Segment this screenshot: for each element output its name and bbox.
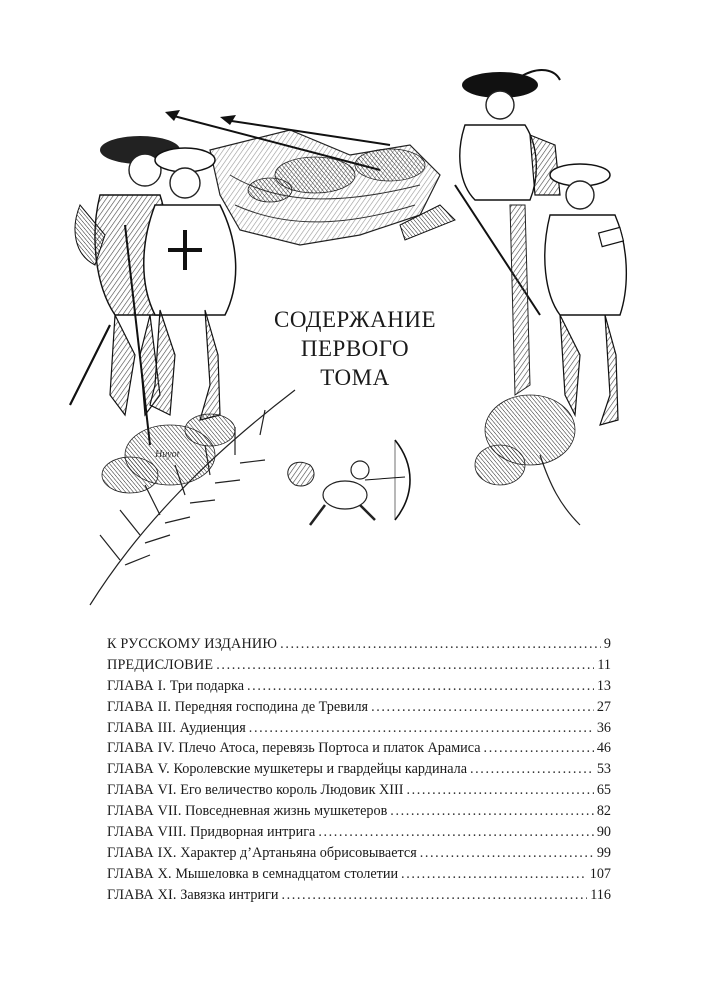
toc-entry-title (107, 803, 387, 820)
foliage-right (475, 395, 580, 525)
toc-entry (107, 761, 611, 782)
toc-chapter-label: К РУССКОМУ ИЗДАНИЮ (107, 636, 278, 652)
heading-line-1: СОДЕРЖАНИЕ (273, 307, 436, 332)
toc-entry (107, 782, 611, 803)
toc-leader-dots (281, 887, 587, 904)
toc-entry (107, 699, 611, 720)
toc-entry-title (107, 699, 368, 716)
toc-chapter-label: ГЛАВА X. (107, 865, 172, 882)
toc-chapter-label: ГЛАВА XI. (107, 886, 177, 903)
toc-entry (107, 657, 611, 678)
toc-chapter-name: Королевские мушкетеры и гвардейцы кардинала (173, 761, 467, 778)
toc-entry (107, 887, 611, 908)
toc-chapter-name: Плечо Атоса, перевязь Портоса и платок Арамиса (178, 740, 481, 757)
toc-entry-title (107, 824, 315, 841)
toc-chapter-name: Передняя господина де Тревиля (174, 698, 369, 715)
toc-page-number: 9 (603, 636, 611, 652)
heading-line-3: ТОМА (320, 365, 390, 390)
toc-leader-dots (318, 824, 593, 841)
toc-chapter-label: ГЛАВА IX. (107, 844, 177, 861)
toc-entry (107, 866, 611, 887)
toc-leader-dots (216, 657, 594, 674)
cupid-figure (288, 440, 410, 525)
toc-page-number: 107 (589, 865, 611, 882)
toc-chapter-name: Характер д’Артаньяна обрисовывается (180, 844, 417, 861)
toc-page-number: 11 (597, 656, 611, 673)
toc-chapter-label: ГЛАВА VIII. (107, 824, 187, 841)
toc-entry (107, 824, 611, 845)
toc-page-number: 90 (596, 824, 611, 841)
toc-chapter-name: Мышеловка в семнадцатом столетии (175, 865, 399, 882)
toc-page-number: 53 (596, 761, 611, 778)
toc-page-number: 65 (596, 782, 611, 799)
toc-page-number: 13 (596, 677, 611, 694)
toc-page-number: 99 (596, 844, 611, 861)
toc-chapter-name: Три подарка (169, 677, 245, 694)
toc-chapter-label: ГЛАВА I. (107, 677, 167, 694)
toc-chapter-label: ГЛАВА III. (107, 719, 177, 736)
toc-entry (107, 720, 611, 741)
toc-entry (107, 803, 611, 824)
toc-leader-dots (420, 845, 594, 862)
toc-entry-title (107, 887, 278, 904)
toc-entry-title (107, 720, 246, 737)
toc-entry (107, 740, 611, 761)
toc-entry-title (107, 740, 481, 757)
toc-entry-title (107, 678, 244, 695)
toc-leader-dots (390, 803, 594, 820)
toc-chapter-label: ГЛАВА VI. (107, 782, 177, 799)
toc-chapter-name: Его величество король Людовик XIII (180, 782, 404, 799)
toc-page-number: 46 (596, 740, 611, 757)
toc-page-number: 36 (596, 719, 611, 736)
toc-chapter-label: ПРЕДИСЛОВИЕ (107, 656, 214, 673)
toc-page-number: 82 (596, 803, 611, 820)
toc-entry (107, 678, 611, 699)
toc-entry (107, 845, 611, 866)
toc-leader-dots (371, 699, 594, 716)
toc-entry-title (107, 845, 417, 862)
table-of-contents (107, 636, 611, 908)
toc-leader-dots (247, 678, 594, 695)
toc-entry-title (107, 657, 213, 674)
toc-chapter-label: ГЛАВА IV. (107, 740, 175, 757)
toc-chapter-name: Повседневная жизнь мушкетеров (185, 803, 388, 820)
toc-chapter-label: ГЛАВА V. (107, 761, 170, 778)
toc-chapter-name: Завязка интриги (180, 886, 279, 903)
left-musketeers (70, 136, 236, 445)
toc-leader-dots (249, 720, 594, 737)
toc-entry-title (107, 636, 277, 653)
toc-chapter-name: Аудиенция (179, 719, 246, 736)
toc-leader-dots (401, 866, 587, 883)
toc-entry-title (107, 782, 403, 799)
toc-entry-title (107, 761, 467, 778)
toc-leader-dots (484, 740, 594, 757)
toc-chapter-name: Придворная интрига (190, 824, 316, 841)
artist-signature: Huyot (155, 449, 180, 460)
contents-heading (255, 305, 455, 392)
toc-entry (107, 636, 611, 657)
toc-page-number: 27 (596, 698, 611, 715)
toc-leader-dots (280, 636, 601, 653)
heading-line-2: ПЕРВОГО (300, 336, 410, 361)
toc-leader-dots (406, 782, 593, 799)
toc-chapter-label: ГЛАВА II. (107, 698, 172, 715)
toc-leader-dots (470, 761, 594, 778)
toc-page-number: 116 (590, 886, 611, 903)
toc-chapter-label: ГЛАВА VII. (107, 803, 182, 820)
toc-entry-title (107, 866, 398, 883)
